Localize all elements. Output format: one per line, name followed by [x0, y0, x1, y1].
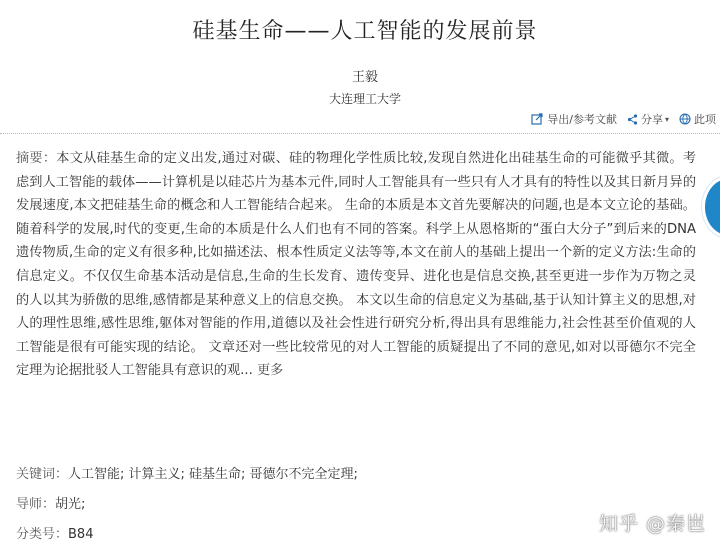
share-button[interactable]: [627, 111, 669, 127]
keywords-row: [16, 463, 358, 482]
advisor-row: [16, 493, 85, 512]
third-tool-button[interactable]: [679, 111, 716, 127]
abstract-block: [16, 147, 696, 383]
author-name[interactable]: 王毅: [351, 70, 378, 85]
keywords-value[interactable]: 人工智能; 计算主义; 硅基生命; 哥德尔不完全定理;: [68, 467, 358, 482]
classification-label: 分类号：: [16, 527, 69, 542]
third-tool-label: 此项: [694, 113, 716, 126]
export-label: 导出/参考文献: [547, 113, 617, 126]
classification-row: [16, 523, 93, 542]
advisor-value[interactable]: 胡光;: [55, 497, 86, 512]
paper-title: 硅基生命——人工智能的发展前景: [192, 19, 538, 44]
share-label: 分享: [640, 113, 663, 126]
author-organization[interactable]: 大连理工大学: [328, 92, 401, 106]
export-icon: [531, 113, 544, 125]
more-link[interactable]: 更多: [256, 363, 284, 379]
side-floating-badge[interactable]: [702, 176, 720, 238]
export-button[interactable]: [531, 111, 617, 127]
action-toolbar: [521, 110, 716, 128]
share-icon: [627, 114, 638, 125]
chevron-down-icon: ▾: [664, 114, 669, 124]
advisor-label: 导师：: [16, 497, 56, 512]
classification-value: B84: [68, 527, 94, 542]
abstract-label: 摘要：: [16, 151, 57, 166]
keywords-label: 关键词：: [16, 467, 69, 482]
section-divider: [0, 133, 720, 134]
watermark: 知乎 @秦岜: [598, 513, 706, 535]
globe-icon: [679, 113, 691, 125]
abstract-text: 本文从硅基生命的定义出发,通过对碳、硅的物理化学性质比较,发现自然进化出硅基生命的可能微乎其微。考虑到人工智能的载体——计算机是以硅芯片为基本元件,同时人工智能具有一些只有人才具有的特性以及其日新月异的发展速度,本文把硅基生命的概念和人工智能结合起来。 生命的本质是本文首先要解决的问题,也是本文立论的基础。随着科学的发展,时代的变更,生命的本质是什么人们也有不同的答案。科学上从恩格斯的“蛋白大分子”到后来的DNA遗传物质,生命的定义有很多种,比如描述法、根本性质定义法等等,本文在前人的基础上提出一个新的定义方法:生命的信息定义。不仅仅生命基本活动是信息,生命的生长发育、遗传变异、进化也是信息交换,甚至更进一步作为万物之灵的人以其为骄傲的思维,感情都是某种意义上的信息交换。 本文以生命的信息定义为基础,基于认知计算主义的思想,对人的理性思维,感性思维,躯体对智能的作用,道德以及社会性进行研究分析,得出具有思维能力,社会性甚至价值观的人工智能是很有可能实现的结论。 文章还对一些比较常见的对人工智能的质疑提出了不同的意见,如对以哥德尔不完全定理为论据批驳人工智能具有意识的观...: [16, 151, 697, 379]
